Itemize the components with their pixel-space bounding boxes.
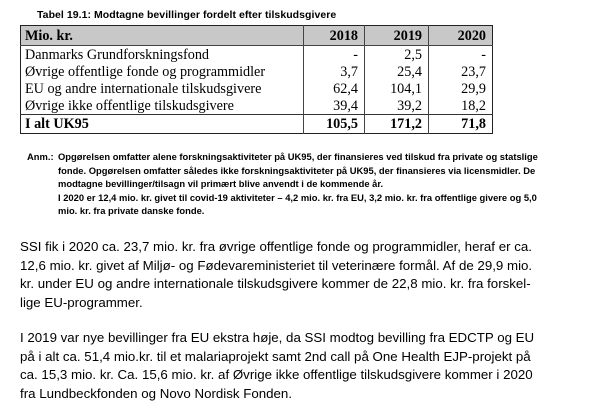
table-note [27,150,587,218]
table-header-row [21,26,493,46]
paragraph-line: SSI fik i 2020 ca. 23,7 mio. kr. fra øvrige offentlige fonde og programmidler, heraf er ca. [20,239,532,254]
note-line: fonde. Opgørelsen omfatter således ikke forskningsaktiviteter på UK95, der finansieres via licensmidler. De [58,164,536,176]
cell-2019: 39,2 [365,97,429,115]
cell-2020: 18,2 [429,97,493,115]
total-2018: 105,5 [304,115,365,134]
row-label: Danmarks Grundforskningsfond [25,46,210,63]
total-label: I alt UK95 [21,115,304,134]
row-label: Øvrige offentlige fonde og programmidler [25,63,266,80]
table-row [21,46,493,64]
total-2020: 71,8 [429,115,493,134]
total-2019: 171,2 [365,115,429,134]
paragraph-line: fra Lundbeckfonden og Novo Nordisk Fonden. [20,385,293,401]
cell-2019: 104,1 [365,80,429,97]
note-line: modtagne bevillinger/tilsagn vil primært blive anvendt i de kommende år. [58,178,384,190]
cell-2020: 23,7 [429,63,493,80]
cell-2019: 25,4 [365,63,429,80]
cell-2018: 3,7 [304,63,365,80]
paragraph-line: 12,6 mio. kr. givet af Miljø- og Fødevareministeriet til veterinære formål. Af de 29,9 mio. [20,257,533,273]
table-row [21,63,493,80]
note-prefix: Anm.: [27,151,54,162]
header-unit: Mio. kr. [21,26,304,46]
paragraph-line: kr. under EU og andre internationale tilskudsgivere kommer de 22,8 mio. kr. fra forskel- [20,276,531,292]
row-label: EU og andre internationale tilskudsgivere [25,80,262,97]
table-caption: Tabel 19.1: Modtagne bevillinger fordelt efter tilskudsgivere [37,9,337,21]
cell-2020: - [429,46,493,64]
body-paragraph [20,238,600,312]
cell-2018: 62,4 [304,80,365,97]
paragraph-line: ca. 15,3 mio. kr. Ca. 15,6 mio. kr. af Øvrige ikke offentlige tilskudsgivere kommer i 2020 [20,367,533,383]
header-2018: 2018 [304,26,365,46]
table-row [21,97,493,115]
paragraph-line: på i alt ca. 51,4 mio.kr. til et malariaprojekt samt 2nd call på One Health EJP-projekt på [20,348,531,364]
grants-table [20,25,493,134]
table-total-row [21,115,493,134]
body-paragraph [20,329,600,403]
note-line: mio. kr. fra private danske fonde. [58,205,205,217]
row-label: Øvrige ikke offentlige tilskudsgivere [25,97,234,114]
cell-2020: 29,9 [429,80,493,97]
note-line: I 2020 er 12,4 mio. kr. givet til covid-19 aktiviteter – 4,2 mio. kr. fra EU, 3,2 mio. kr. fra offentlige givere og 5,0 [58,191,537,203]
cell-2018: - [304,46,365,64]
note-line: Opgørelsen omfatter alene forskningsaktiviteter på UK95, der finansieres ved tilskud fra private og statslige [58,151,538,162]
paragraph-line: lige EU-programmer. [20,294,143,310]
cell-2018: 39,4 [304,97,365,115]
header-2019: 2019 [365,26,429,46]
header-2020: 2020 [429,26,493,46]
paragraph-line: I 2019 var nye bevillinger fra EU ekstra høje, da SSI modtog bevilling fra EDCTP og EU [20,330,535,345]
table-row [21,80,493,97]
cell-2019: 2,5 [365,46,429,64]
